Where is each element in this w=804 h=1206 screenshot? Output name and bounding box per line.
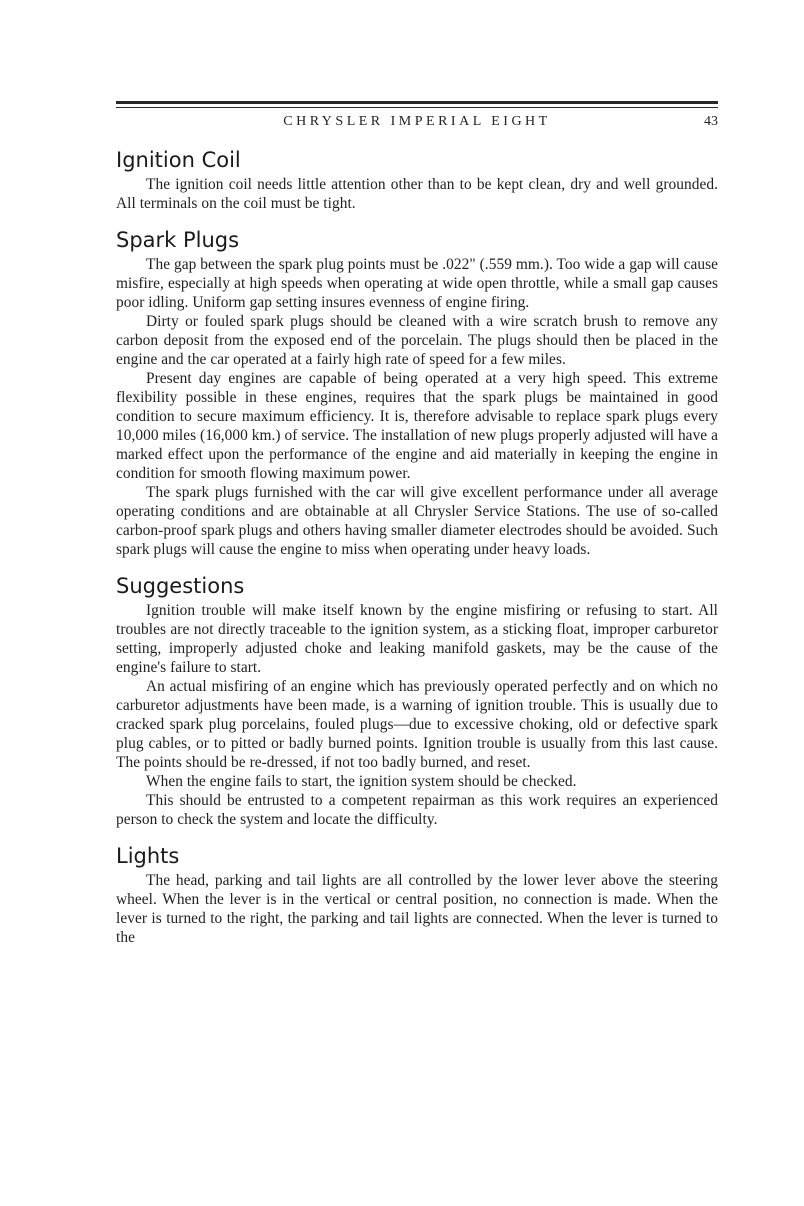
section-suggestions <box>116 572 718 829</box>
paragraph: The gap between the spark plug points must be .022" (.559 mm.). Too wide a gap will cause misfire, especially at high speeds when operating at wide open throttle, while a small gap causes poor idling. Uniform gap setting insures evenness of engine firing. <box>116 256 718 311</box>
paragraph: An actual misfiring of an engine which has previously operated perfectly and on which no carburetor adjustments have been made, is a warning of ignition trouble. This is usually due to cracked spark plug porcelains, fouled plugs—due to excessive choking, old or defective spark plug cables, or to pitted or badly burned points. Ignition trouble is usually from this last cause. The points should be re-dressed, if not too badly burned, and reset. <box>116 678 718 771</box>
section-lights <box>116 842 718 947</box>
section-heading: Suggestions <box>116 574 245 598</box>
section-heading: Spark Plugs <box>116 228 240 252</box>
section-ignition-coil <box>116 146 718 213</box>
paragraph: When the engine fails to start, the ignition system should be checked. <box>146 773 577 790</box>
section-heading: Lights <box>116 844 180 868</box>
paragraph: This should be entrusted to a competent repairman as this work requires an experienced person to check the system and locate the difficulty. <box>116 792 718 828</box>
running-header: CHRYSLER IMPERIAL EIGHT <box>283 114 551 129</box>
header-rule-thin <box>116 107 718 108</box>
page-number: 43 <box>704 114 718 129</box>
section-heading: Ignition Coil <box>116 148 241 172</box>
page-body <box>116 146 718 960</box>
section-spark-plugs <box>116 226 718 559</box>
paragraph: Present day engines are capable of being operated at a very high speed. This extreme flexibility possible in these engines, requires that the spark plugs be maintained in good condition to secure maximum efficiency. It is, therefore advisable to replace spark plugs every 10,000 miles (16,000 km.) of service. The installation of new plugs properly adjusted will have a marked effect upon the performance of the engine and aid materially in keeping the engine in condition for smooth flowing maximum power. <box>116 370 718 482</box>
paragraph: The spark plugs furnished with the car will give excellent performance under all average operating conditions and are obtainable at all Chrysler Service Stations. The use of so-called carbon-proof spark plugs and others having smaller diameter electrodes should be avoided. Such spark plugs will cause the engine to miss when operating under heavy loads. <box>116 484 718 558</box>
paragraph: Dirty or fouled spark plugs should be cleaned with a wire scratch brush to remove any carbon deposit from the exposed end of the porcelain. The plugs should then be placed in the engine and the car operated at a fairly high rate of speed for a few miles. <box>116 313 718 368</box>
paragraph: The head, parking and tail lights are all controlled by the lower lever above the steering wheel. When the lever is in the vertical or central position, no connection is made. When the lever is turned to the right, the parking and tail lights are connected. When the lever is turned to the <box>116 872 718 946</box>
paragraph: Ignition trouble will make itself known by the engine misfiring or refusing to start. All troubles are not directly traceable to the ignition system, as a sticking float, improper carburetor setting, improperly adjusted choke and leaking manifold gaskets, may be the cause of the engine's failure to start. <box>116 602 718 676</box>
paragraph: The ignition coil needs little attention other than to be kept clean, dry and well grounded. All terminals on the coil must be tight. <box>116 176 718 212</box>
header-rule-thick <box>116 101 718 104</box>
